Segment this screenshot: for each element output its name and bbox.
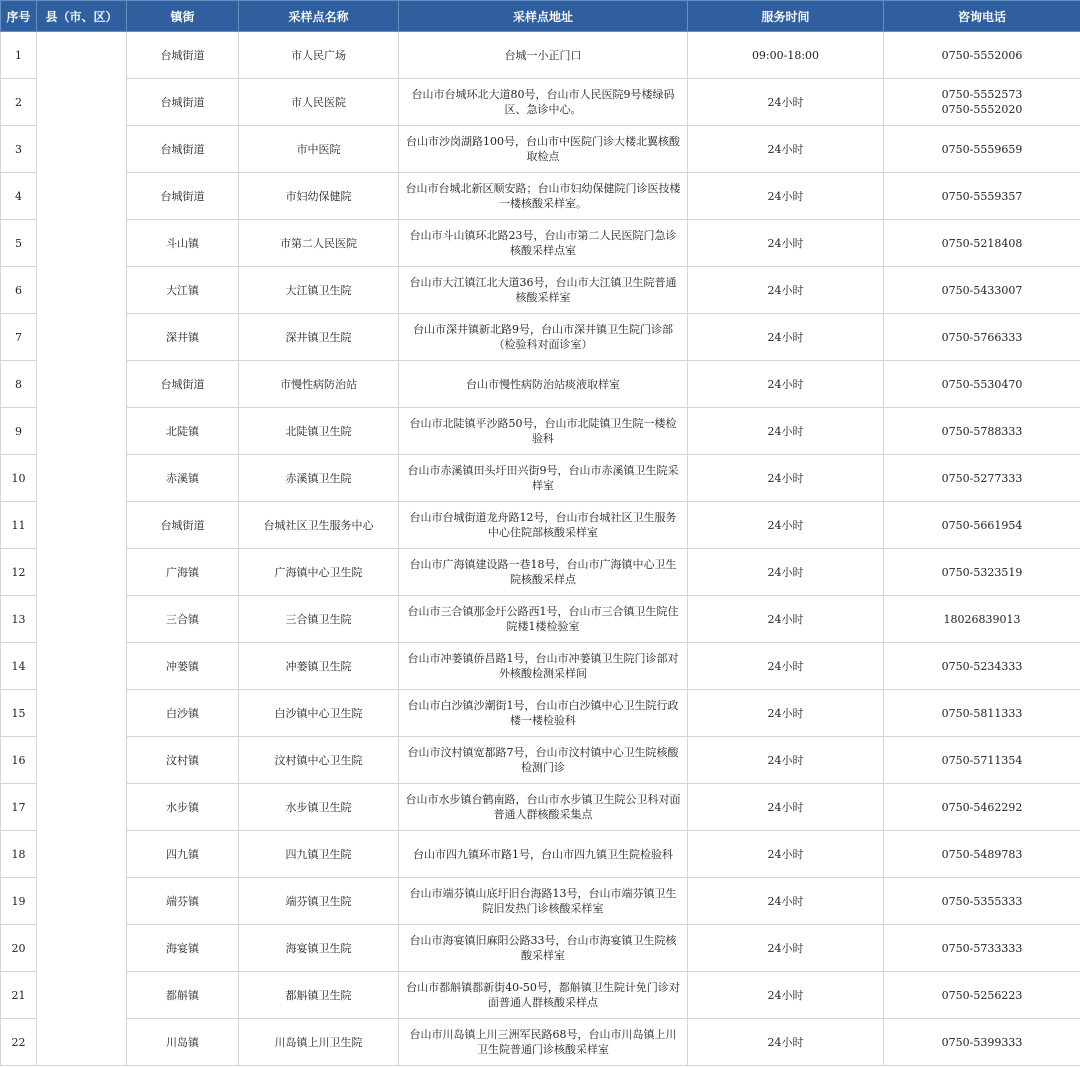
header-site-address: 采样点地址	[399, 1, 688, 32]
site-name-cell: 北陡镇卫生院	[239, 408, 399, 455]
town-cell: 川岛镇	[127, 1019, 239, 1066]
service-hours-cell: 24小时	[688, 1019, 884, 1066]
header-index: 序号	[1, 1, 37, 32]
phone-cell: 0750-5218408	[884, 220, 1080, 267]
service-hours-cell: 24小时	[688, 596, 884, 643]
table-row	[1, 79, 1080, 126]
site-name-cell: 市人民广场	[239, 32, 399, 79]
site-address-cell: 台山市台城北新区顺安路；台山市妇幼保健院门诊医技楼一楼核酸采样室。	[399, 173, 688, 220]
site-name-cell: 冲蒌镇卫生院	[239, 643, 399, 690]
table-row	[1, 549, 1080, 596]
site-name-cell: 白沙镇中心卫生院	[239, 690, 399, 737]
site-name-cell: 台城社区卫生服务中心	[239, 502, 399, 549]
phone-cell: 0750-5733333	[884, 925, 1080, 972]
header-county: 县（市、区）	[37, 1, 127, 32]
town-cell: 四九镇	[127, 831, 239, 878]
site-address-cell: 台山市冲蒌镇侨昌路1号，台山市冲蒌镇卫生院门诊部对外核酸检测采样间	[399, 643, 688, 690]
phone-cell: 0750-5766333	[884, 314, 1080, 361]
phone-cell: 0750-5811333	[884, 690, 1080, 737]
town-cell: 台城街道	[127, 361, 239, 408]
table-row	[1, 502, 1080, 549]
row-index: 11	[1, 502, 37, 549]
site-address-cell: 台山市赤溪镇田头圩田兴街9号，台山市赤溪镇卫生院采样室	[399, 455, 688, 502]
town-cell: 都斛镇	[127, 972, 239, 1019]
phone-cell: 0750-5559357	[884, 173, 1080, 220]
site-name-cell: 市慢性病防治站	[239, 361, 399, 408]
town-cell: 深井镇	[127, 314, 239, 361]
service-hours-cell: 24小时	[688, 737, 884, 784]
town-cell: 大江镇	[127, 267, 239, 314]
row-index: 9	[1, 408, 37, 455]
town-cell: 台城街道	[127, 502, 239, 549]
row-index: 1	[1, 32, 37, 79]
row-index: 3	[1, 126, 37, 173]
service-hours-cell: 24小时	[688, 643, 884, 690]
phone-cell: 0750-5277333	[884, 455, 1080, 502]
county-cell	[37, 32, 127, 1066]
town-cell: 白沙镇	[127, 690, 239, 737]
phone-cell: 0750-5552573 0750-5552020	[884, 79, 1080, 126]
site-address-cell: 台山市慢性病防治站痰液取样室	[399, 361, 688, 408]
site-address-cell: 台山市水步镇台鹤南路，台山市水步镇卫生院公卫科对面普通人群核酸采集点	[399, 784, 688, 831]
header-town: 镇街	[127, 1, 239, 32]
service-hours-cell: 24小时	[688, 220, 884, 267]
site-address-cell: 台山市四九镇环市路1号，台山市四九镇卫生院检验科	[399, 831, 688, 878]
town-cell: 冲蒌镇	[127, 643, 239, 690]
site-name-cell: 四九镇卫生院	[239, 831, 399, 878]
table-row	[1, 1019, 1080, 1066]
service-hours-cell: 24小时	[688, 79, 884, 126]
town-cell: 台城街道	[127, 173, 239, 220]
service-hours-cell: 24小时	[688, 408, 884, 455]
table-row	[1, 267, 1080, 314]
row-index: 10	[1, 455, 37, 502]
site-name-cell: 川岛镇上川卫生院	[239, 1019, 399, 1066]
town-cell: 广海镇	[127, 549, 239, 596]
row-index: 22	[1, 1019, 37, 1066]
table-row	[1, 126, 1080, 173]
service-hours-cell: 24小时	[688, 267, 884, 314]
table-row	[1, 408, 1080, 455]
row-index: 13	[1, 596, 37, 643]
service-hours-cell: 24小时	[688, 455, 884, 502]
table-row	[1, 831, 1080, 878]
site-name-cell: 汶村镇中心卫生院	[239, 737, 399, 784]
table-row	[1, 361, 1080, 408]
phone-cell: 0750-5788333	[884, 408, 1080, 455]
row-index: 18	[1, 831, 37, 878]
site-name-cell: 广海镇中心卫生院	[239, 549, 399, 596]
service-hours-cell: 24小时	[688, 831, 884, 878]
town-cell: 端芬镇	[127, 878, 239, 925]
row-index: 20	[1, 925, 37, 972]
row-index: 12	[1, 549, 37, 596]
phone-cell: 0750-5661954	[884, 502, 1080, 549]
site-name-cell: 赤溪镇卫生院	[239, 455, 399, 502]
table-row	[1, 690, 1080, 737]
site-name-cell: 深井镇卫生院	[239, 314, 399, 361]
row-index: 2	[1, 79, 37, 126]
town-cell: 台城街道	[127, 32, 239, 79]
site-address-cell: 台山市北陡镇平沙路50号，台山市北陡镇卫生院一楼检验科	[399, 408, 688, 455]
service-hours-cell: 24小时	[688, 972, 884, 1019]
row-index: 16	[1, 737, 37, 784]
site-address-cell: 台山市川岛镇上川三洲军民路68号，台山市川岛镇上川卫生院普通门诊核酸采样室	[399, 1019, 688, 1066]
row-index: 15	[1, 690, 37, 737]
service-hours-cell: 09:00-18:00	[688, 32, 884, 79]
row-index: 6	[1, 267, 37, 314]
phone-cell: 0750-5489783	[884, 831, 1080, 878]
service-hours-cell: 24小时	[688, 502, 884, 549]
site-address-cell: 台山市汶村镇宽都路7号，台山市汶村镇中心卫生院核酸检测门诊	[399, 737, 688, 784]
service-hours-cell: 24小时	[688, 549, 884, 596]
phone-cell: 0750-5530470	[884, 361, 1080, 408]
site-address-cell: 台山市斗山镇环北路23号，台山市第二人民医院门急诊核酸采样点室	[399, 220, 688, 267]
site-address-cell: 台山市台城街道龙舟路12号，台山市台城社区卫生服务中心住院部核酸采样室	[399, 502, 688, 549]
row-index: 14	[1, 643, 37, 690]
phone-cell: 0750-5711354	[884, 737, 1080, 784]
table-row	[1, 32, 1080, 79]
header-site-name: 采样点名称	[239, 1, 399, 32]
phone-cell: 0750-5323519	[884, 549, 1080, 596]
row-index: 19	[1, 878, 37, 925]
table-row	[1, 220, 1080, 267]
phone-cell: 0750-5234333	[884, 643, 1080, 690]
phone-cell: 0750-5355333	[884, 878, 1080, 925]
table-body	[1, 32, 1080, 1066]
site-address-cell: 台山市端芬镇山底圩旧台海路13号，台山市端芬镇卫生院旧发热门诊核酸采样室	[399, 878, 688, 925]
table-row	[1, 925, 1080, 972]
row-index: 4	[1, 173, 37, 220]
site-address-cell: 台山市白沙镇沙潮街1号，台山市白沙镇中心卫生院行政楼一楼检验科	[399, 690, 688, 737]
service-hours-cell: 24小时	[688, 925, 884, 972]
phone-cell: 0750-5552006	[884, 32, 1080, 79]
header-service-hours: 服务时间	[688, 1, 884, 32]
site-address-cell: 台山市沙岗湖路100号，台山市中医院门诊大楼北翼核酸取检点	[399, 126, 688, 173]
site-address-cell: 台山市深井镇新北路9号，台山市深井镇卫生院门诊部（检验科对面诊室）	[399, 314, 688, 361]
table-row	[1, 737, 1080, 784]
table-row	[1, 173, 1080, 220]
row-index: 7	[1, 314, 37, 361]
site-name-cell: 三合镇卫生院	[239, 596, 399, 643]
service-hours-cell: 24小时	[688, 126, 884, 173]
phone-cell: 0750-5559659	[884, 126, 1080, 173]
table-row	[1, 878, 1080, 925]
phone-cell: 0750-5462292	[884, 784, 1080, 831]
table-row	[1, 455, 1080, 502]
site-name-cell: 端芬镇卫生院	[239, 878, 399, 925]
site-name-cell: 市第二人民医院	[239, 220, 399, 267]
site-name-cell: 市妇幼保健院	[239, 173, 399, 220]
table-row	[1, 972, 1080, 1019]
site-address-cell: 台山市大江镇江北大道36号，台山市大江镇卫生院普通核酸采样室	[399, 267, 688, 314]
header-phone: 咨询电话	[884, 1, 1080, 32]
table-header-row	[1, 1, 1080, 32]
town-cell: 水步镇	[127, 784, 239, 831]
phone-cell: 18026839013	[884, 596, 1080, 643]
site-name-cell: 市人民医院	[239, 79, 399, 126]
phone-cell: 0750-5433007	[884, 267, 1080, 314]
town-cell: 台城街道	[127, 79, 239, 126]
site-address-cell: 台山市广海镇建设路一巷18号，台山市广海镇中心卫生院核酸采样点	[399, 549, 688, 596]
town-cell: 三合镇	[127, 596, 239, 643]
town-cell: 赤溪镇	[127, 455, 239, 502]
service-hours-cell: 24小时	[688, 173, 884, 220]
site-address-cell: 台山市海宴镇旧麻阳公路33号，台山市海宴镇卫生院核酸采样室	[399, 925, 688, 972]
site-address-cell: 台城一小正门口	[399, 32, 688, 79]
table-row	[1, 784, 1080, 831]
table-row	[1, 596, 1080, 643]
town-cell: 北陡镇	[127, 408, 239, 455]
service-hours-cell: 24小时	[688, 878, 884, 925]
table-row	[1, 643, 1080, 690]
service-hours-cell: 24小时	[688, 314, 884, 361]
site-name-cell: 大江镇卫生院	[239, 267, 399, 314]
row-index: 21	[1, 972, 37, 1019]
town-cell: 汶村镇	[127, 737, 239, 784]
row-index: 8	[1, 361, 37, 408]
phone-cell: 0750-5399333	[884, 1019, 1080, 1066]
table-row	[1, 314, 1080, 361]
town-cell: 海宴镇	[127, 925, 239, 972]
town-cell: 台城街道	[127, 126, 239, 173]
row-index: 5	[1, 220, 37, 267]
site-address-cell: 台山市都斛镇都新街40-50号，都斛镇卫生院计免门诊对面普通人群核酸采样点	[399, 972, 688, 1019]
row-index: 17	[1, 784, 37, 831]
service-hours-cell: 24小时	[688, 361, 884, 408]
site-name-cell: 海宴镇卫生院	[239, 925, 399, 972]
town-cell: 斗山镇	[127, 220, 239, 267]
site-address-cell: 台山市三合镇那金圩公路西1号，台山市三合镇卫生院住院楼1楼检验室	[399, 596, 688, 643]
service-hours-cell: 24小时	[688, 690, 884, 737]
site-name-cell: 市中医院	[239, 126, 399, 173]
service-hours-cell: 24小时	[688, 784, 884, 831]
site-name-cell: 水步镇卫生院	[239, 784, 399, 831]
site-name-cell: 都斛镇卫生院	[239, 972, 399, 1019]
site-address-cell: 台山市台城环北大道80号，台山市人民医院9号楼绿码区、急诊中心。	[399, 79, 688, 126]
phone-cell: 0750-5256223	[884, 972, 1080, 1019]
